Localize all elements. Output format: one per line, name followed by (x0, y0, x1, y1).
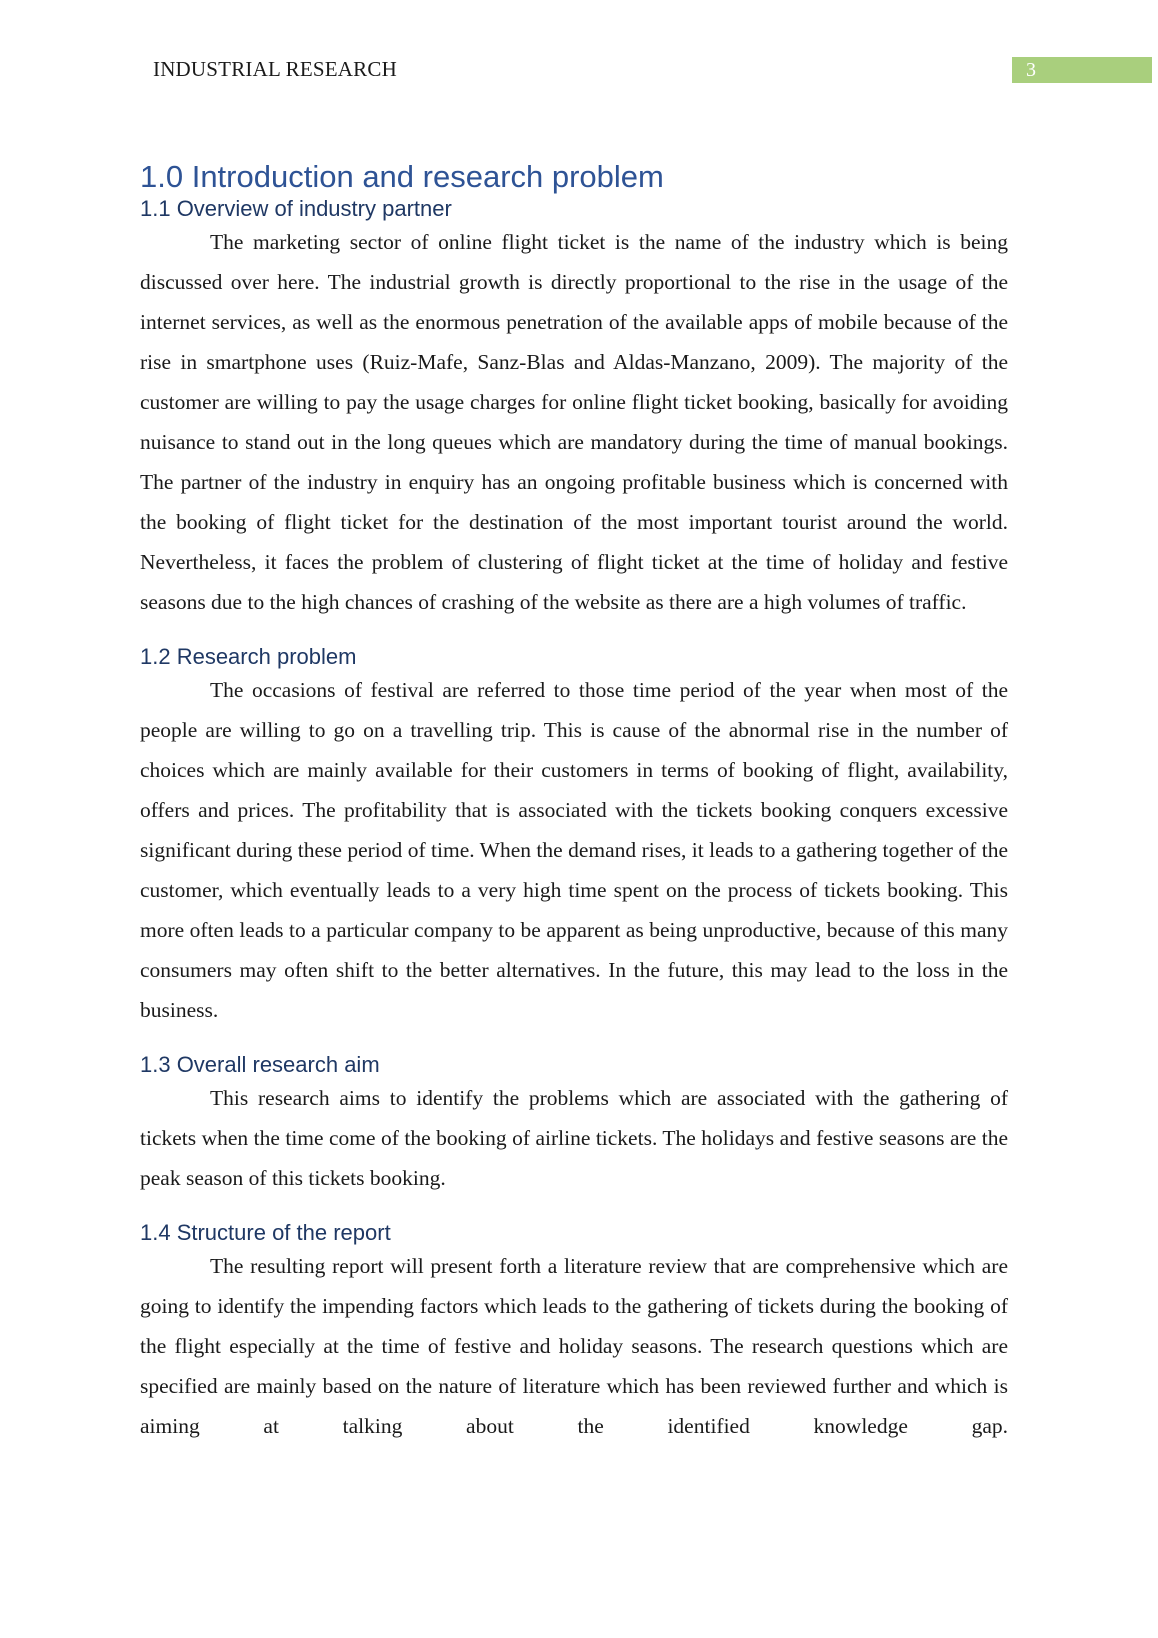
page-number: 3 (1026, 59, 1036, 81)
subsection-heading-report-structure: 1.4 Structure of the report (140, 1220, 391, 1245)
paragraph-research-problem: The occasions of festival are referred to those time period of the year when most of the people are willing to go on a travelling trip. This is cause of the abnormal rise in the number of choices which are mainly available for their customers in terms of booking of flight, availability, offers and prices. The profitability that is associated with the tickets booking conquers excessive significant during these period of time. When the demand rises, it leads to a gathering together of the customer, which eventually leads to a very high time spent on the process of tickets booking. This more often leads to a particular company to be apparent as being unproductive, because of this many consumers may often shift to the better alternatives. In the future, this may lead to the loss in the business. (140, 678, 1008, 1022)
subsection-heading-research-problem: 1.2 Research problem (140, 644, 357, 669)
running-header-title: INDUSTRIAL RESEARCH (153, 57, 397, 81)
paragraph-industry-partner: The marketing sector of online flight ticket is the name of the industry which is being discussed over here. The industrial growth is directly proportional to the rise in the usage of the internet services, as well as the enormous penetration of the available apps of mobile because of the rise in smartphone uses (Ruiz-Mafe, Sanz-Blas and Aldas-Manzano, 2009). The majority of the customer are willing to pay the usage charges for online flight ticket booking, basically for avoiding nuisance to stand out in the long queues which are mandatory during the time of manual bookings. The partner of the industry in enquiry has an ongoing profitable business which is concerned with the booking of flight ticket for the destination of the most important tourist around the world. Nevertheless, it faces the problem of clustering of flight ticket at the time of holiday and festive seasons due to the high chances of crashing of the website as there are a high volumes of traffic. (140, 230, 1008, 614)
paragraph-research-aim: This research aims to identify the problems which are associated with the gathering of tickets when the time come of the booking of airline tickets. The holidays and festive seasons are the peak season of this tickets booking. (140, 1086, 1008, 1190)
subsection-heading-research-aim: 1.3 Overall research aim (140, 1052, 380, 1077)
paragraph-report-structure: The resulting report will present forth a literature review that are comprehensive which are going to identify the impending factors which leads to the gathering of tickets during the booking of the flight especially at the time of festive and holiday seasons. The research questions which are specified are mainly based on the nature of literature which has been reviewed further and which is aiming at talking about the identified knowledge gap. (140, 1254, 1008, 1438)
section-heading-introduction: 1.0 Introduction and research problem (140, 159, 664, 194)
subsection-heading-industry-partner: 1.1 Overview of industry partner (140, 196, 452, 221)
document-body (140, 158, 1008, 1446)
page-number-badge (1012, 57, 1152, 83)
